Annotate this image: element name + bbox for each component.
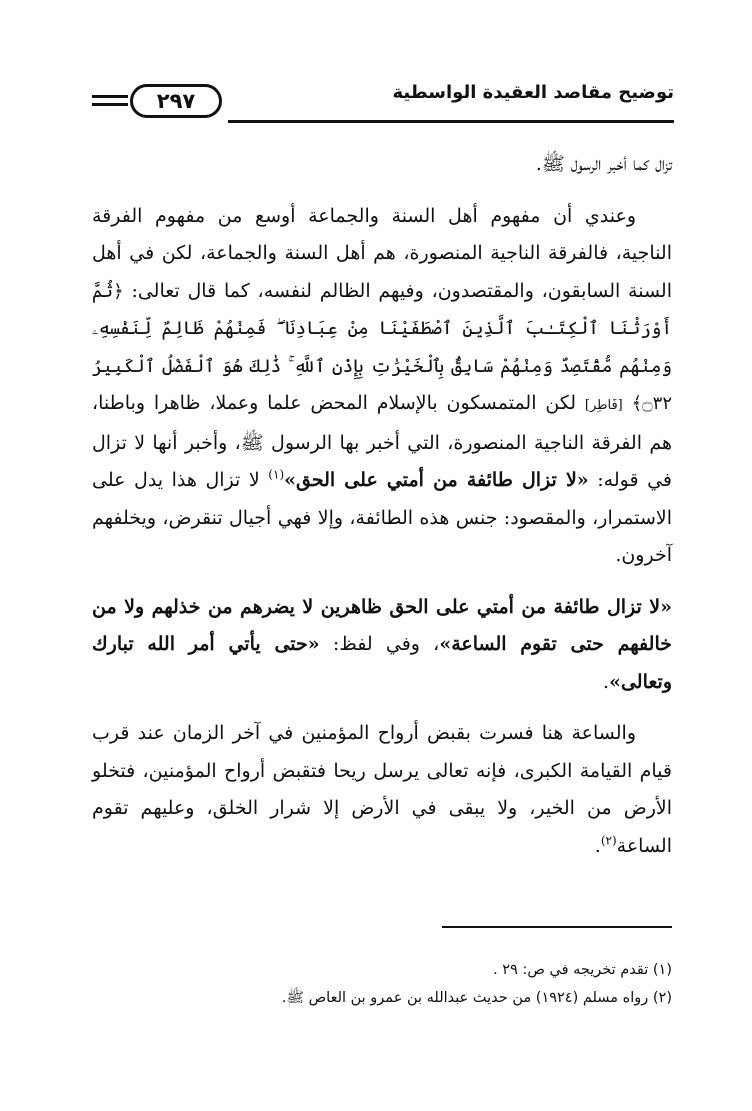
paragraph-4	[92, 715, 672, 865]
hadith-quote-3: «حتى يأتي أمر الله تبارك وتعالى»	[92, 633, 672, 693]
page-number: ٢٩٧	[130, 84, 222, 118]
paragraph-3-end: .	[603, 670, 610, 693]
paragraph-1	[92, 146, 672, 184]
footnote-2: (٢) رواه مسلم (١٩٢٤) من حديث عبدالله بن عمرو بن العاص ﷺ.	[281, 990, 672, 1006]
hadith-quote-1: «لا تزال طائفة من أمتي على الحق»	[284, 469, 589, 491]
page-header	[92, 80, 674, 126]
ornament-line-bottom	[92, 103, 128, 106]
footnote-ref-2: (٢)	[600, 833, 617, 848]
footnote-list	[92, 956, 672, 1012]
paragraph-3-text-mid: ، وفي لفظ:	[332, 633, 440, 655]
footnote-separator	[442, 926, 672, 928]
ornament-line-top	[92, 95, 128, 98]
header-rule	[228, 120, 674, 123]
footnote-1: (١) تقدم تخريجه في ص: ٢٩ .	[493, 962, 672, 978]
paragraph-2	[92, 198, 672, 575]
footnote-ref-1: (١)	[268, 467, 285, 482]
hadith-quote-2: «لا تزال طائفة من أمتي على الحق ظاهرين لا يضرهم من خذلهم ولا من خالفهم حتى تقوم الساعة»	[92, 595, 672, 655]
surah-reference: [فَاطِر]	[584, 398, 623, 413]
paragraph-2-text-b: لكن المتمسكون بالإسلام المحض علما وعملا، ظاهرا وباطنا، هم الفرقة الناجية المنصورة، التي أخبر بها الرسول ﷺ، وأخبر أنها لا تزال في قوله:	[92, 392, 673, 491]
paragraph-1-text: تزال كما أخبر الرسول ﷺ.	[535, 153, 672, 175]
page-body	[92, 146, 672, 865]
footnotes-section	[92, 926, 672, 1012]
paragraph-4-text: والساعة هنا فسرت بقبض أرواح المؤمنين في آخر الزمان عند قرب قيام القيامة الكبرى، فإنه تعالى يرسل ريحا فتقبض أرواح المؤمنين، فتخلو الأرض من الخير، ولا يبقى في الأرض إلا شرار الخلق، وعليهم تقوم الساعة	[92, 722, 672, 857]
quran-verse: ﴿ثُمَّ أَوْرَثْنَا ٱلْكِتَـٰبَ ٱلَّذِينَ ٱصْطَفَيْنَا مِنْ عِبَادِنَا ۖ فَمِنْهُمْ ظَالِمٌ لِّنَفْسِهِۦ وَمِنْهُم مُّقْتَصِدٌ وَمِنْهُمْ سَابِقٌۢ بِٱلْخَيْرَٰتِ بِإِذْنِ ٱللَّهِ ۚ ذَٰلِكَ هُوَ ٱلْفَضْلُ ٱلْكَبِيرُ ۝٣٢﴾	[92, 280, 673, 414]
running-title: توضيح مقاصد العقيدة الواسطية	[392, 82, 674, 103]
paragraph-2-text-c: لا تزال هذا يدل على الاستمرار، والمقصود: جنس هذه الطائفة، وإلا فهي أجيال تنقرض، ويخلفهم آخرون.	[92, 469, 672, 566]
paragraph-4-end: .	[594, 834, 601, 857]
paragraph-3	[92, 589, 672, 702]
page-number-ornament	[92, 84, 224, 118]
paragraph-2-text-a: وعندي أن مفهوم أهل السنة والجماعة أوسع من مفهوم الفرقة الناجية، فالفرقة الناجية المنصورة، هم أهل السنة والجماعة، لكن في أهل السنة السابقون، والمقتصدون، وفيهم الظالم لنفسه، كما قال تعالى:	[92, 204, 672, 302]
